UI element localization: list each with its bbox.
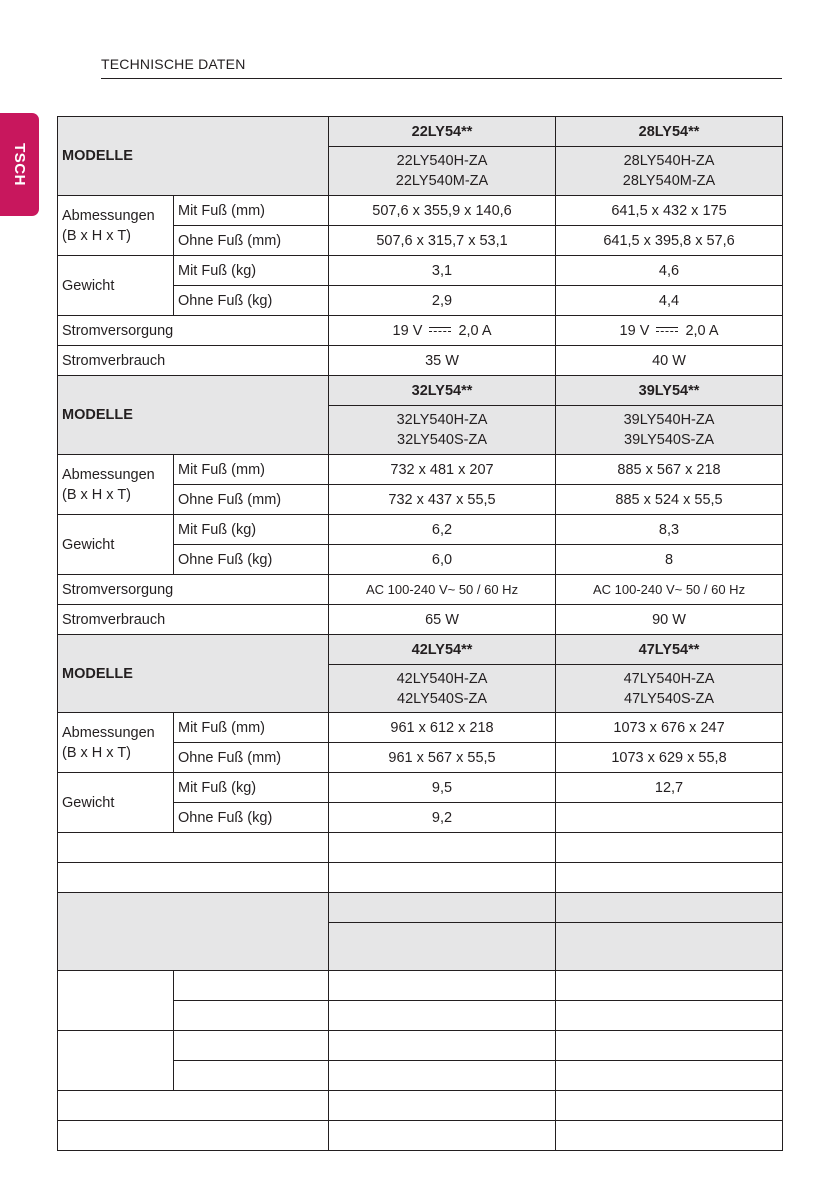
- model-series: 22LY54**: [329, 117, 556, 147]
- dimension-value: 732 x 437 x 55,5: [329, 485, 556, 515]
- without-stand-mm-label: Ohne Fuß (mm): [174, 485, 329, 515]
- without-stand-mm-label: Ohne Fuß (mm): [174, 743, 329, 773]
- weight-value: 12,7: [556, 773, 783, 803]
- model-variants: 22LY540H-ZA 22LY540M-ZA: [329, 147, 556, 196]
- with-stand-kg-label: Mit Fuß (kg): [174, 773, 329, 803]
- empty-cell: [556, 923, 783, 971]
- empty-cell: [58, 971, 174, 1031]
- empty-cell: [556, 971, 783, 1001]
- empty-cell: [58, 1091, 329, 1121]
- empty-cell: [556, 1031, 783, 1061]
- weight-value: 8: [556, 545, 783, 575]
- weight-value: 6,2: [329, 515, 556, 545]
- models-label: MODELLE: [58, 376, 329, 455]
- dimension-value: 732 x 481 x 207: [329, 455, 556, 485]
- power-supply-value: AC 100-240 V~ 50 / 60 Hz: [329, 575, 556, 605]
- weight-value: 4,6: [556, 256, 783, 286]
- dimension-value: 507,6 x 315,7 x 53,1: [329, 226, 556, 256]
- dimension-value: 1073 x 676 x 247: [556, 713, 783, 743]
- language-tab-label: TSCH: [11, 143, 28, 186]
- without-stand-mm-label: Ohne Fuß (mm): [174, 226, 329, 256]
- with-stand-mm-label: Mit Fuß (mm): [174, 455, 329, 485]
- model-series: 47LY54**: [556, 635, 783, 665]
- weight-label: Gewicht: [58, 256, 174, 316]
- power-consumption-label: Stromverbrauch: [58, 605, 329, 635]
- models-label: MODELLE: [58, 117, 329, 196]
- dimension-value: 961 x 612 x 218: [329, 713, 556, 743]
- model-variants: 42LY540H-ZA 42LY540S-ZA: [329, 665, 556, 713]
- empty-cell: [58, 863, 329, 893]
- empty-cell: [556, 1091, 783, 1121]
- dc-symbol-icon: [654, 326, 680, 336]
- empty-cell: [329, 893, 556, 923]
- specifications-table: [57, 116, 783, 1151]
- with-stand-kg-label: Mit Fuß (kg): [174, 515, 329, 545]
- empty-cell: [58, 893, 329, 971]
- power-consumption-label: Stromverbrauch: [58, 346, 329, 376]
- empty-cell: [556, 893, 783, 923]
- model-variants: 32LY540H-ZA 32LY540S-ZA: [329, 406, 556, 455]
- with-stand-mm-label: Mit Fuß (mm): [174, 196, 329, 226]
- power-supply-value: [556, 316, 783, 346]
- without-stand-kg-label: Ohne Fuß (kg): [174, 545, 329, 575]
- header-divider: [101, 78, 782, 79]
- weight-label: Gewicht: [58, 773, 174, 833]
- empty-cell: [58, 1121, 329, 1151]
- weight-value: 2,9: [329, 286, 556, 316]
- model-series: 39LY54**: [556, 376, 783, 406]
- empty-cell: [329, 923, 556, 971]
- without-stand-kg-label: Ohne Fuß (kg): [174, 803, 329, 833]
- power-supply-label: Stromversorgung: [58, 316, 329, 346]
- model-series: 42LY54**: [329, 635, 556, 665]
- voltage-text: 19 V: [392, 322, 423, 339]
- empty-cell: [556, 1121, 783, 1151]
- empty-cell: [174, 1031, 329, 1061]
- with-stand-kg-label: Mit Fuß (kg): [174, 256, 329, 286]
- empty-cell: [329, 971, 556, 1001]
- empty-cell: [174, 971, 329, 1001]
- power-consumption-value: 40 W: [556, 346, 783, 376]
- power-supply-value: [329, 316, 556, 346]
- page-title: TECHNISCHE DATEN: [101, 56, 246, 72]
- dimension-value: 1073 x 629 x 55,8: [556, 743, 783, 773]
- empty-cell: [329, 1121, 556, 1151]
- dimension-value: 507,6 x 355,9 x 140,6: [329, 196, 556, 226]
- voltage-text: 19 V: [619, 322, 650, 339]
- dimension-value: 641,5 x 432 x 175: [556, 196, 783, 226]
- model-variants: 47LY540H-ZA 47LY540S-ZA: [556, 665, 783, 713]
- dimension-value: 961 x 567 x 55,5: [329, 743, 556, 773]
- model-variants: 28LY540H-ZA 28LY540M-ZA: [556, 147, 783, 196]
- empty-cell: [174, 1061, 329, 1091]
- weight-value: 9,2: [329, 803, 556, 833]
- power-consumption-value: 65 W: [329, 605, 556, 635]
- current-text: 2,0 A: [685, 322, 719, 339]
- dimensions-label: Abmessungen (B x H x T): [58, 455, 174, 515]
- power-consumption-value: 90 W: [556, 605, 783, 635]
- empty-cell: [329, 863, 556, 893]
- dimensions-label: Abmessungen (B x H x T): [58, 196, 174, 256]
- empty-cell: [556, 1001, 783, 1031]
- empty-cell: [329, 1031, 556, 1061]
- weight-value: 6,0: [329, 545, 556, 575]
- empty-cell: [329, 1061, 556, 1091]
- weight-value: 4,4: [556, 286, 783, 316]
- empty-cell: [556, 863, 783, 893]
- empty-cell: [329, 1001, 556, 1031]
- model-series: 28LY54**: [556, 117, 783, 147]
- model-series: 32LY54**: [329, 376, 556, 406]
- power-consumption-value: 35 W: [329, 346, 556, 376]
- power-supply-label: Stromversorgung: [58, 575, 329, 605]
- current-text: 2,0 A: [458, 322, 492, 339]
- with-stand-mm-label: Mit Fuß (mm): [174, 713, 329, 743]
- weight-value: 9,5: [329, 773, 556, 803]
- dimension-value: 885 x 524 x 55,5: [556, 485, 783, 515]
- model-variants: 39LY540H-ZA 39LY540S-ZA: [556, 406, 783, 455]
- dimension-value: 885 x 567 x 218: [556, 455, 783, 485]
- empty-cell: [329, 1091, 556, 1121]
- dimensions-label: Abmessungen (B x H x T): [58, 713, 174, 773]
- empty-cell: [556, 1061, 783, 1091]
- weight-value: 8,3: [556, 515, 783, 545]
- without-stand-kg-label: Ohne Fuß (kg): [174, 286, 329, 316]
- empty-cell: [174, 1001, 329, 1031]
- dc-symbol-icon: [427, 326, 453, 336]
- empty-cell: [556, 833, 783, 863]
- weight-label: Gewicht: [58, 515, 174, 575]
- power-supply-value: AC 100-240 V~ 50 / 60 Hz: [556, 575, 783, 605]
- dimension-value: 641,5 x 395,8 x 57,6: [556, 226, 783, 256]
- weight-value: 3,1: [329, 256, 556, 286]
- models-label: MODELLE: [58, 635, 329, 713]
- empty-cell: [329, 833, 556, 863]
- weight-value: [556, 803, 783, 833]
- empty-cell: [58, 1031, 174, 1091]
- empty-cell: [58, 833, 329, 863]
